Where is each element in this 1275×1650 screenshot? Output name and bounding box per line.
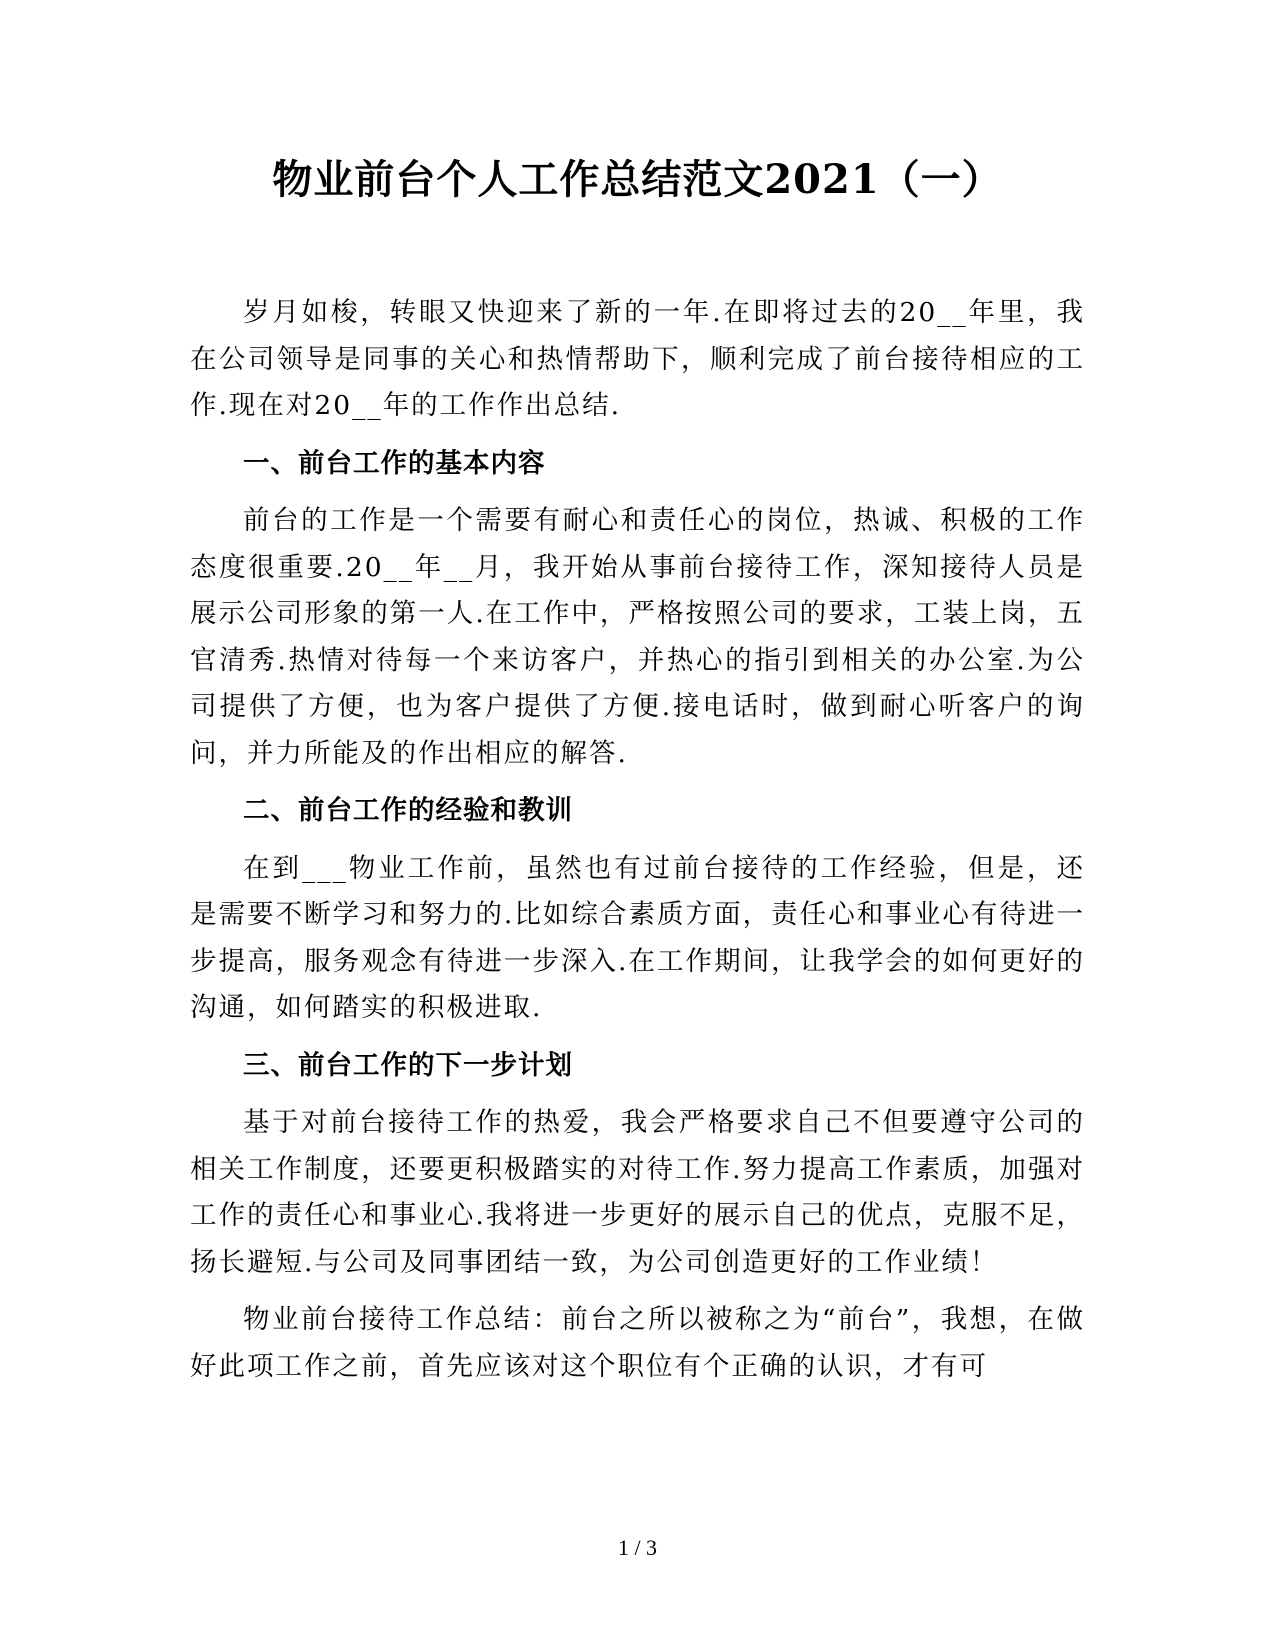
- paragraph-summary: 物业前台接待工作总结：前台之所以被称之为“前台”，我想，在做好此项工作之前，首先应该对这个职位有个正确的认识，才有可: [190, 1304, 1085, 1382]
- document-title: 物业前台个人工作总结范文2021（一）: [272, 156, 1003, 203]
- paragraph-experience: 在到___物业工作前，虽然也有过前台接待的工作经验，但是，还是需要不断学习和努力的.比如综合素质方面，责任心和事业心有待进一步提高，服务观念有待进一步深入.在工作期间，让我学会的如何更好的沟通，如何踏实的积极进取.: [190, 852, 1085, 1023]
- paragraph-next-plan: 基于对前台接待工作的热爱，我会严格要求自己不但要遵守公司的相关工作制度，还要更积极踏实的对待工作.努力提高工作素质，加强对工作的责任心和事业心.我将进一步更好的展示自己的优点，克服不足，扬长避短.与公司及同事团结一致，为公司创造更好的工作业绩！: [190, 1107, 1085, 1278]
- section-heading-3: 三、前台工作的下一步计划: [243, 1049, 573, 1081]
- section-heading-1: 一、前台工作的基本内容: [243, 447, 546, 479]
- paragraph-intro: 岁月如梭，转眼又快迎来了新的一年.在即将过去的20__年里，我在公司领导是同事的关心和热情帮助下，顺利完成了前台接待相应的工作.现在对20__年的工作作出总结.: [190, 297, 1085, 421]
- section-heading-2: 二、前台工作的经验和教训: [243, 795, 573, 826]
- page-number: 1 / 3: [617, 1535, 658, 1560]
- document-body: [190, 290, 1085, 1401]
- paragraph-basic-content: 前台的工作是一个需要有耐心和责任心的岗位，热诚、积极的工作态度很重要.20__年__月，我开始从事前台接待工作，深知接待人员是展示公司形象的第一人.在工作中，严格按照公司的要求，工装上岗，五官清秀.热情对待每一个来访客户，并热心的指引到相关的办公室.为公司提供了方便，也为客户提供了方便.接电话时，做到耐心听客户的询问，并力所能及的作出相应的解答.: [190, 505, 1085, 769]
